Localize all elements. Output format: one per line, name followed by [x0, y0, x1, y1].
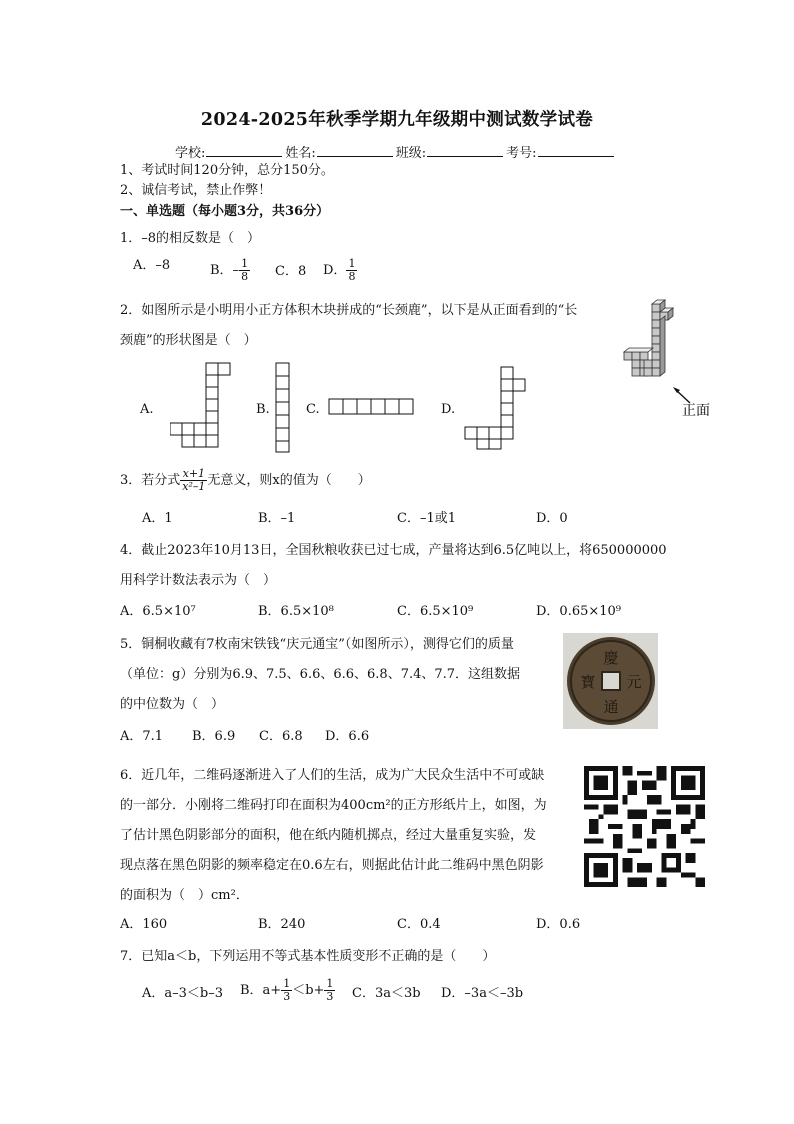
q3-option-a: A．1 — [142, 511, 173, 526]
page-title: 2024-2025年秋季学期九年级期中测试数学试卷 — [200, 110, 594, 130]
coin-char-top: 慶 — [603, 649, 619, 667]
q4-line-1: 4．截止2023年10月13日，全国秋粮收获已过七成，产量将达到6.5亿吨以上，将650000000 — [120, 543, 667, 558]
q1-option-d: D． $\frac{1}{8}$ — [323, 257, 356, 283]
q6-line-3: 了估计黑色阴影部分的面积，他在纸内随机掷点，经过大量重复实验，发 — [120, 828, 537, 843]
q7-stem: 7．已知a＜b，下列运用不等式基本性质变形不正确的是（ ） — [120, 949, 496, 964]
q1-option-a: A．–8 — [133, 258, 171, 273]
coin-photo — [563, 633, 658, 729]
q5-option-a: A．7.1 — [120, 729, 164, 744]
fraction: $\frac{1}{8}$ — [241, 257, 249, 283]
q3-option-c: C．–1或1 — [397, 511, 456, 526]
coin-char-right: 元 — [626, 673, 642, 691]
q2-line-1: 2．如图所示是小明用小正方体积木块拼成的“长颈鹿”，以下是从正面看到的“长 — [120, 303, 578, 318]
q2-option-b-label: B. — [256, 402, 270, 417]
exam-no-blank[interactable] — [538, 144, 614, 157]
q4-option-a: A．6.5×10⁷ — [120, 604, 196, 619]
q2-option-c-figure — [328, 398, 414, 416]
q2-option-a-figure — [170, 362, 240, 452]
q6-option-c: C．0.4 — [397, 917, 441, 932]
class-label: 班级: — [395, 146, 427, 161]
q2-line-2: 颈鹿”的形状图是（ ） — [120, 333, 257, 348]
q6-option-d: D．0.6 — [536, 917, 581, 932]
q5-option-c: C．6.8 — [259, 729, 303, 744]
school-blank[interactable] — [206, 144, 282, 157]
q6-option-a: A．160 — [120, 917, 168, 932]
q4-option-d: D．0.65×10⁹ — [536, 604, 622, 619]
fraction: $\frac{1}{8}$ — [348, 257, 356, 283]
q7-option-b: B．a+ $\frac{1}{3}$ ＜b+ $\frac{1}{3}$ — [240, 977, 334, 1003]
name-blank[interactable] — [317, 144, 393, 157]
q4-line-2: 用科学计数法表示为（ ） — [120, 573, 277, 588]
q6-line-4: 现点落在黑色阴影的频率稳定在0.6左右，则据此估计此二维码中黑色阴影 — [120, 858, 544, 873]
fraction: $\frac{x+1}{\text{x²–1}}$ — [182, 467, 206, 493]
q5-option-b: B．6.9 — [192, 729, 236, 744]
q2-option-d-figure — [462, 366, 532, 450]
q5-option-d: D．6.6 — [325, 729, 370, 744]
q2-option-b-figure — [275, 362, 291, 454]
q5-line-1: 5．铜桐收藏有7枚南宋铁钱“庆元通宝”（如图所示），测得它们的质量 — [120, 637, 514, 652]
q1-stem: 1．–8的相反数是（ ） — [120, 231, 261, 246]
note-2: 2、诚信考试，禁止作弊！ — [120, 183, 272, 198]
q6-line-1: 6．近几年，二维码逐渐进入了人们的生活，成为广大民众生活中不可或缺 — [120, 768, 545, 783]
q6-option-b: B．240 — [258, 917, 306, 932]
student-info-line — [175, 142, 617, 161]
q6-line-2: 的一部分．小刚将二维码打印在面积为400cm²的正方形纸片上，如图，为 — [120, 798, 547, 813]
coin-char-bottom: 通 — [603, 698, 619, 716]
front-view-label: 正面 — [682, 404, 710, 419]
q6-line-5: 的面积为（ ）cm²． — [120, 888, 249, 903]
coin-char-left: 寳 — [580, 673, 596, 691]
name-label: 姓名: — [285, 146, 316, 161]
q2-option-d-label: D. — [441, 402, 456, 417]
q3-option-b: B．–1 — [258, 511, 296, 526]
q4-option-c: C．6.5×10⁹ — [397, 604, 474, 619]
fraction: $\frac{1}{3}$ — [283, 977, 291, 1003]
q5-line-2: （单位：g）分别为6.9、7.5、6.6、6.6、6.8、7.4、7.7．这组数据 — [120, 667, 521, 682]
q2-option-a-label: A. — [140, 402, 154, 417]
q3-stem: 3．若分式 $\frac{x+1}{\text{x²–1}}$ 无意义，则x的值为（ ） — [120, 467, 371, 493]
fraction: $\frac{1}{3}$ — [326, 977, 334, 1003]
q3-option-d: D．0 — [536, 511, 568, 526]
q1-option-b: B．– $\frac{1}{8}$ — [210, 257, 249, 283]
q7-option-d: D．–3a＜–3b — [441, 986, 524, 1001]
class-blank[interactable] — [427, 144, 503, 157]
qr-code-image — [583, 766, 706, 887]
q7-option-a: A．a–3＜b–3 — [142, 986, 224, 1001]
q2-giraffe-3d-figure — [620, 298, 720, 423]
q1-option-c: C．8 — [275, 264, 307, 279]
q7-option-c: C．3a＜3b — [352, 986, 421, 1001]
section-heading: 一、单选题（每小题3分，共36分） — [120, 204, 330, 219]
note-1: 1、考试时间120分钟，总分150分。 — [120, 163, 334, 178]
q5-line-3: 的中位数为（ ） — [120, 697, 225, 712]
q2-option-c-label: C. — [306, 402, 320, 417]
q4-option-b: B．6.5×10⁸ — [258, 604, 334, 619]
exam-no-label: 考号: — [506, 146, 537, 161]
school-label: 学校: — [175, 146, 206, 161]
